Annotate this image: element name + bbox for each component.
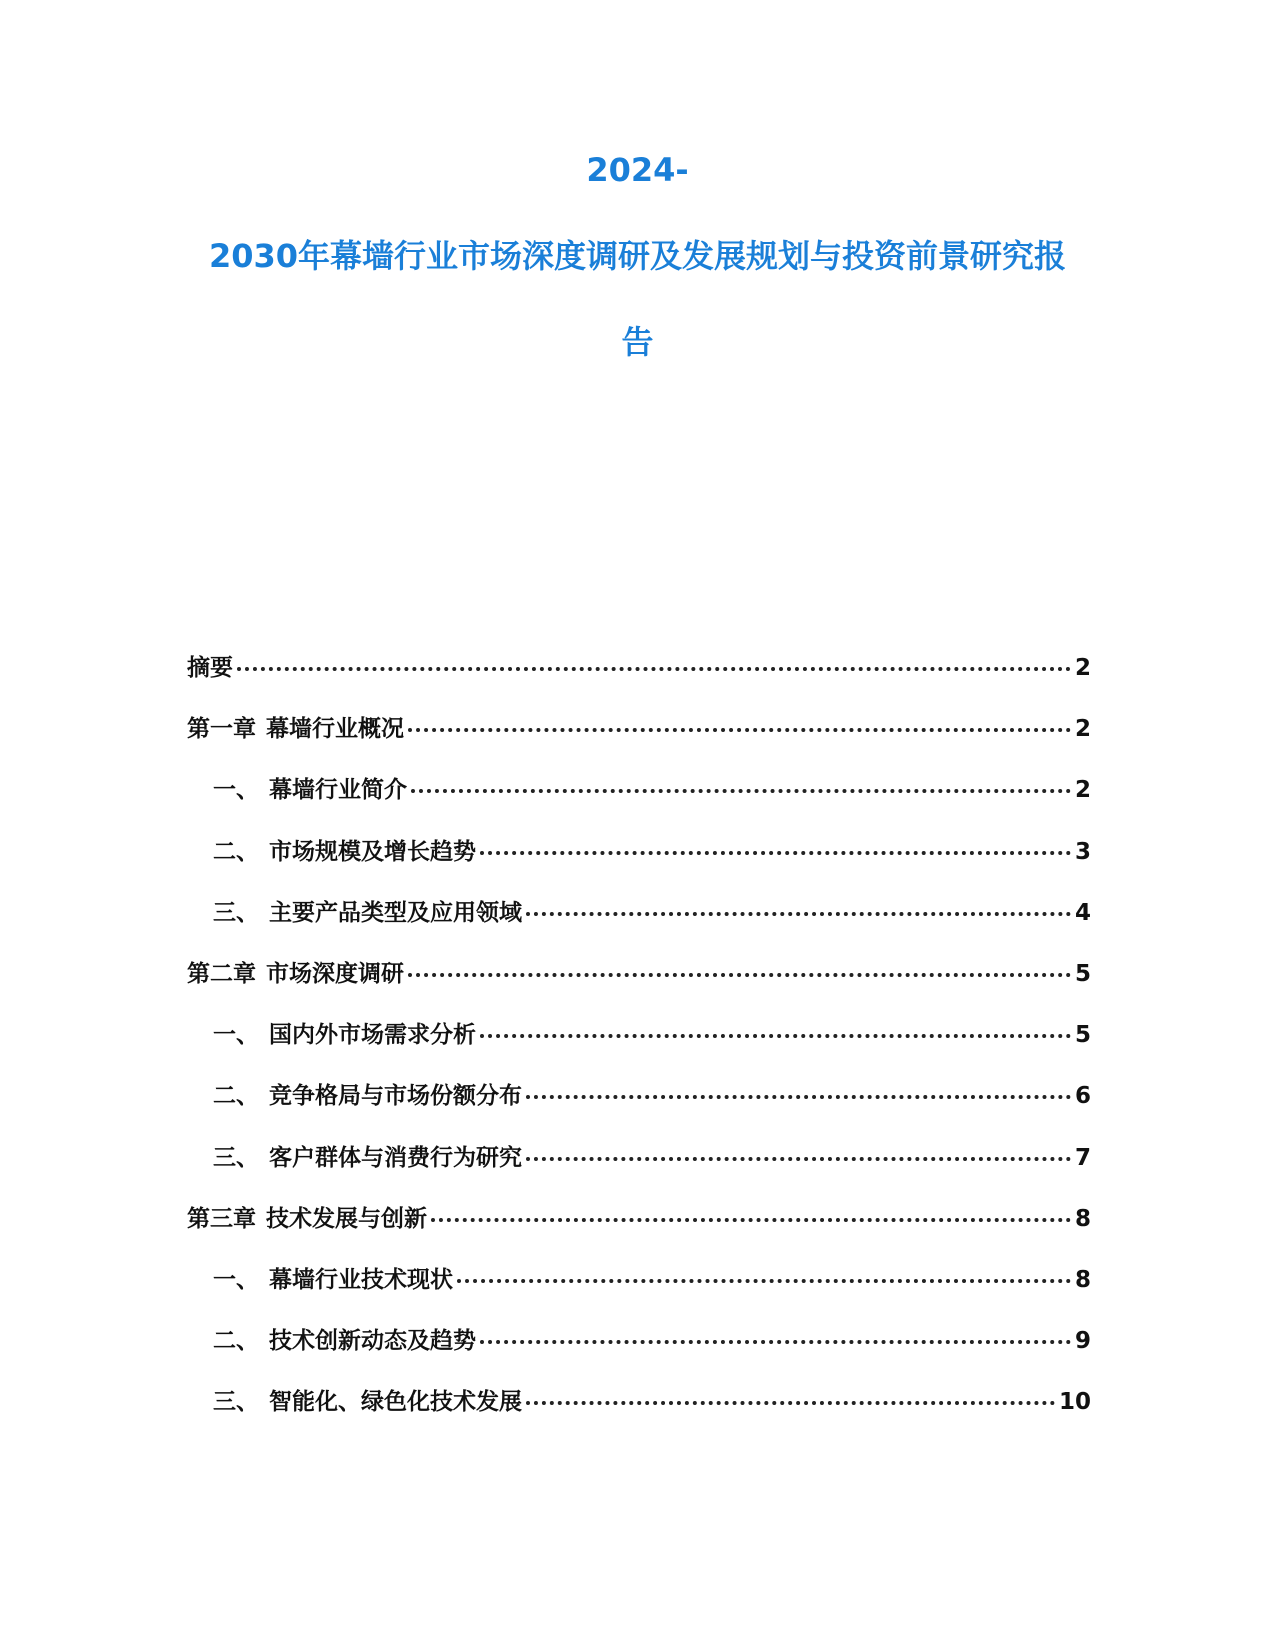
toc-entry-number: 一、 xyxy=(213,777,259,804)
toc-entry-number: 一、 xyxy=(213,1022,259,1049)
toc-entry-number: 三、 xyxy=(213,1144,259,1171)
toc-section-entry[interactable] xyxy=(213,774,1091,806)
toc-entry-title: 智能化、绿色化技术发展 xyxy=(269,1389,522,1416)
toc-entry-title: 主要产品类型及应用领域 xyxy=(269,899,522,926)
document-title xyxy=(150,150,1125,362)
toc-entry-title: 国内外市场需求分析 xyxy=(269,1022,476,1049)
toc-entry-title: 技术创新动态及趋势 xyxy=(269,1328,476,1355)
toc-page-number: 2 xyxy=(1074,777,1091,804)
toc-section-entry[interactable] xyxy=(213,1264,1091,1296)
toc-entry-number: 一、 xyxy=(213,1267,259,1293)
toc-entry-title: 幕墙行业技术现状 xyxy=(269,1267,453,1293)
toc-dot-leader xyxy=(408,973,1071,977)
toc-entry-number: 二、 xyxy=(213,1083,259,1110)
toc-page-number: 5 xyxy=(1074,961,1091,987)
toc-page-number: 4 xyxy=(1074,899,1091,926)
toc-entry-title: 摘要 xyxy=(187,655,233,681)
toc-section-entry[interactable] xyxy=(213,1325,1091,1357)
toc-entry-title: 幕墙行业简介 xyxy=(269,777,407,804)
toc-dot-leader xyxy=(526,912,1071,916)
toc-dot-leader xyxy=(431,1218,1071,1222)
toc-dot-leader xyxy=(457,1279,1071,1283)
toc-entry-title: 竞争格局与市场份额分布 xyxy=(269,1083,522,1110)
toc-dot-leader xyxy=(526,1157,1071,1161)
toc-dot-leader xyxy=(408,728,1071,732)
toc-page-number: 6 xyxy=(1074,1083,1091,1110)
toc-chapter-entry[interactable] xyxy=(187,1203,1091,1235)
toc-dot-leader xyxy=(411,789,1071,793)
toc-entry-number: 三、 xyxy=(213,1389,259,1416)
title-line-1: 2024- xyxy=(586,151,689,189)
toc-entry-title: 市场深度调研 xyxy=(266,961,404,987)
toc-page-number: 8 xyxy=(1074,1267,1091,1293)
toc-section-entry[interactable] xyxy=(213,836,1091,868)
toc-page-number: 2 xyxy=(1074,655,1091,681)
toc-entry-title: 技术发展与创新 xyxy=(266,1205,427,1232)
toc-page-number: 2 xyxy=(1074,716,1091,743)
toc-entry-number: 二、 xyxy=(213,1328,259,1355)
toc-entry-number: 第一章 xyxy=(187,716,256,743)
toc-entry-number: 第三章 xyxy=(187,1205,256,1232)
toc-page-number: 8 xyxy=(1074,1205,1091,1232)
toc-section-entry[interactable] xyxy=(213,1142,1091,1174)
toc-dot-leader xyxy=(480,851,1071,855)
toc-entry-title: 客户群体与消费行为研究 xyxy=(269,1144,522,1171)
toc-chapter-entry[interactable] xyxy=(187,713,1091,745)
toc-page-number: 3 xyxy=(1074,838,1091,865)
toc-page-number: 10 xyxy=(1058,1389,1091,1416)
toc-dot-leader xyxy=(480,1034,1071,1038)
toc-section-entry[interactable] xyxy=(213,897,1091,929)
toc-page-number: 5 xyxy=(1074,1022,1091,1049)
title-line-2: 2030年幕墙行业市场深度调研及发展规划与投资前景研究报 xyxy=(208,237,1067,275)
toc-entry-title: 幕墙行业概况 xyxy=(266,716,404,743)
toc-dot-leader xyxy=(480,1340,1071,1344)
toc-chapter-entry[interactable] xyxy=(187,652,1091,684)
toc-section-entry[interactable] xyxy=(213,1080,1091,1112)
toc-page-number: 9 xyxy=(1074,1328,1091,1355)
toc-chapter-entry[interactable] xyxy=(187,958,1091,990)
toc-dot-leader xyxy=(526,1401,1055,1405)
toc-section-entry[interactable] xyxy=(213,1386,1091,1418)
toc-dot-leader xyxy=(237,667,1071,671)
title-line-3: 告 xyxy=(621,323,654,361)
toc-section-entry[interactable] xyxy=(213,1019,1091,1051)
toc-page-number: 7 xyxy=(1074,1144,1091,1171)
toc-entry-title: 市场规模及增长趋势 xyxy=(269,838,476,865)
toc-entry-number: 第二章 xyxy=(187,961,256,987)
toc-entry-number: 三、 xyxy=(213,899,259,926)
toc-entry-number: 二、 xyxy=(213,838,259,865)
toc-dot-leader xyxy=(526,1095,1071,1099)
